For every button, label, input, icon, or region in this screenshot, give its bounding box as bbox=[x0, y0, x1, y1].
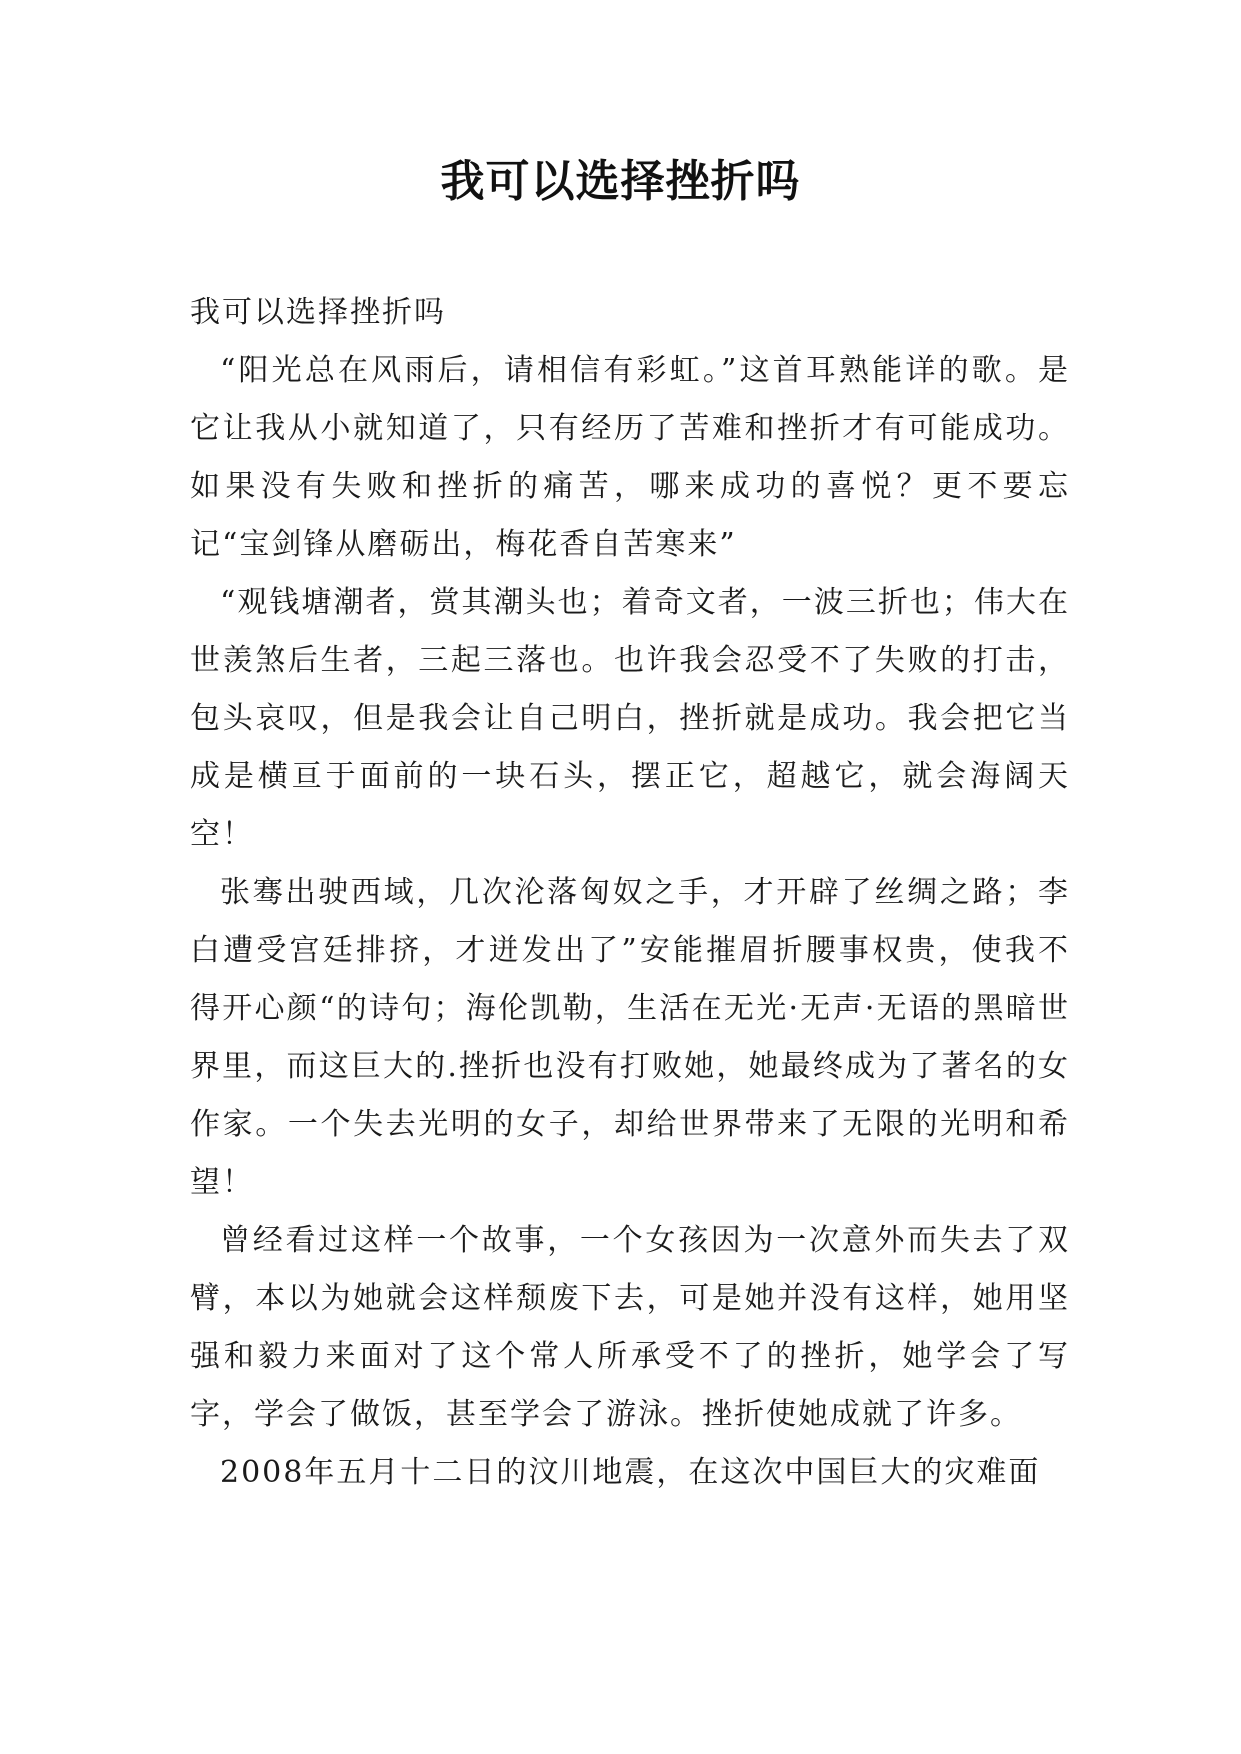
paragraph: “观钱塘潮者，赏其潮头也；着奇文者，一波三折也；伟大在世羡煞后生者，三起三落也。也许我会忍受不了失败的打击，包头哀叹，但是我会让自己明白，挫折就是成功。我会把它当成是横亘于面前的一块石头，摆正它，超越它，就会海阔天空！ bbox=[190, 585, 1070, 852]
paragraph: 张骞出驶西域，几次沦落匈奴之手，才开辟了丝绸之路；李白遭受宫廷排挤，才迸发出了”安能摧眉折腰事权贵，使我不得开心颜“的诗句；海伦凯勒，生活在无光·无声·无语的黑暗世界里，而这巨大的.挫折也没有打败她，她最终成为了著名的女作家。一个失去光明的女子，却给世界带来了无限的光明和希望！ bbox=[190, 875, 1070, 1200]
paragraph: “阳光总在风雨后，请相信有彩虹。”这首耳熟能详的歌。是它让我从小就知道了，只有经历了苦难和挫折才有可能成功。如果没有失败和挫折的痛苦，哪来成功的喜悦？更不要忘记“宝剑锋从磨砺出，梅花香自苦寒来” bbox=[190, 353, 1070, 562]
paragraph-heading: 我可以选择挫折吗 bbox=[190, 295, 446, 330]
document-title: 我可以选择挫折吗 bbox=[440, 156, 801, 207]
paragraph: 2008年五月十二日的汶川地震，在这次中国巨大的灾难面 bbox=[220, 1455, 1041, 1490]
document-body bbox=[190, 284, 1070, 1502]
paragraph: 曾经看过这样一个故事，一个女孩因为一次意外而失去了双臂，本以为她就会这样颓废下去，可是她并没有这样，她用坚强和毅力来面对了这个常人所承受不了的挫折，她学会了写字，学会了做饭，甚至学会了游泳。挫折使她成就了许多。 bbox=[190, 1223, 1070, 1432]
